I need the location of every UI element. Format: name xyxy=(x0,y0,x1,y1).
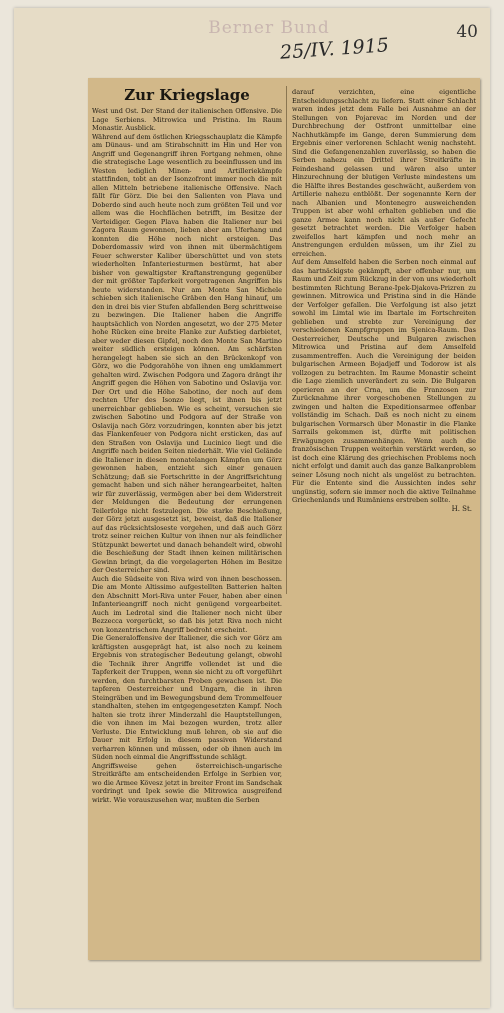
article-text-left: West und Ost. Der Stand der italienischen Offensive. Die Lage Serbiens. Mitrowica und Pristina. Im Raum Monastir. Ausblick. Während auf dem östlichen Kriegsschauplatz die Kämpfe am Dünaus- und am Stirabschnitt im Hin und Her von Angriff und Gegenangriff ihren Fortgang nehmen, ohne die strategische Lage wesentlich zu beeinflussen und im Westen lediglich Minen- und Artilleriekämpfe stattfinden, tobt an der Isonzofront immer noch die mit allen Mitteln betriebene italienische Offensive. Nach fällt für Görz. Die bei den Salienten von Plava und Doberdo sind auch heute noch zum größten Teil und vor allem was die Hochflächen betrifft, im Besitze der Verteidiger. Gegen Plava haben die Italiener nur bei Zagora Raum gewonnen, lieben aber am Uferhang und konnten die Höhe noch nicht ersteigen. Das Doberdomassiv wird von ihnen mit übermächtigem Feuer schwerster Kaliber überschüttet und von stets wiederholten Infanteriesturmen bestürmt, hat aber bisher von gewaltigster Kraftanstrengung gegenüber der mit größter Tapferkeit vorgetragenen Angriffen bis heute widerstanden. Nur am Monte San Michele schieben sich italienische Gräben den Hang hinauf, um den in drei bis vier Stufen abfallenden Berg schrittweise zu bezwingen. Die Italiener haben die Angriffe hauptsächlich von Norden angesetzt, wo der 275 Meter hohe Rücken eine breite Flanke zur Aufstieg darbietet, aber weder diesen Gipfel, noch den Monte San Martino weiter südlich ersteigen können. Am schärfsten herangelegt haben sie sich an den Brückenkopf von Görz, wo die Podgorahöhe von ihnen eng umklammert gehalten wird. Zwischen Podgora und Zagora drängt ihr Angriff gegen die Höhen von Sabotino und Oslavija vor. Der Ort und die Höhe Sabotino, der noch auf dem rechten Ufer des Isonzo liegt, ist ihnen bis jetzt unerreichbar geblieben. Wie es scheint, versuchen sie zwischen Sabotino und Podgora auf der Straße von Oslavija nach Görz vorzudringen, konnten aber bis jetzt das Flankenfeuer von Podgora nicht ersticken, das auf den Straßen von Oslavija und Lucinico liegt und die Angriffe nach beiden Seiten niederhält. Wie viel Gelände die Italiener in diesen monatelangen Kämpfen um Görz gewonnen haben, entzieht sich einer genauen Schätzung; daß sie Fortschritte in der Angriffsrichtung gemacht haben und sich näher herangearbeitet, halten wir für zuverlässig, vermögen aber bei dem Widerstreit der Meldungen die Bedeutung der errungenen Teilerfolge nicht festzulegen. Die starke Beschießung, der Görz jetzt ausgesetzt ist, beweist, daß die Italiener auf das rücksichtsloseste vorgehen, und daß auch Görz trotz seiner reichen Kultur von ihnen nur als feindlicher Stützpunkt bewertet und danach behandelt wird, obwohl die Beschießung der Stadt ihnen keinen militärischen Gewinn bringt, da die vorgelagerten Höhen im Besitze der Oesterreicher sind. Auch die Südseite von Riva wird von ihnen beschossen. Die am Monte Altissimo aufgestellten Batterien halten den Abschnitt Mori-Riva unter Feuer, haben aber einen Infanterieangriff noch nicht genügend vorgearbeitet. Auch im Ledrotal sind die Italiener noch nicht über Bezzecca vorgerückt, so daß bis jetzt Riva noch nicht von konzentrischem Angriff bedroht erscheint. Die Generaloffensive der Italiener, die sich vor Görz am kräftigsten ausgeprägt hat, ist also noch zu keinem Ergebnis von strategischer Bedeutung gelangt, obwohl die Technik ihrer Angriffe vollendet ist und die Tapferkeit der Truppen, wenn sie nicht zu oft vorgeführt werden, den furchtbarsten Proben gewachsen ist. Die tapferen Oesterreicher und Ungarn, die in ihren Steingräben und im Bewegungsbund dem Trommelfeuer standhalten, stehen im entgegengesetzten Kampf. Noch halten sie trotz ihrer Minderzahl die Hauptstellungen, die von ihnen im Mai bezogen wurden, trotz aller Verluste. Die Entwicklung muß lehren, ob sie auf die Dauer mit Erfolg in diesem passiven Widerstand verharren können und müssen, oder ob ihnen auch im Süden noch einmal die Angriffsstunde schlägt. Angriffsweise gehen österreichisch-ungarische Streitkräfte am entscheidenden Erfolge in Serbien vor, wo die Armee Kövesz jetzt in breiter Front im Sandschak vordringt und Ipek sowie die Mitrowica ausgreifend wirkt. Wie vorauszusehen war, mußten die Serben xyxy=(92,107,282,804)
article-column-left xyxy=(92,84,282,954)
column-divider xyxy=(286,86,287,594)
author-signature: H. St. xyxy=(451,504,472,513)
newspaper-clipping xyxy=(88,78,480,960)
newspaper-masthead: Berner Bund xyxy=(208,18,330,38)
article-text-right: darauf verzichten, eine eigentliche Entscheidungsschlacht zu liefern. Statt einer Schlacht waren indes jetzt dem Falle bei Ausnahme an der Stellungen von Pojarevac im Norden und der Durchbrechung der Ostfront unmittelbar eine Nachhutkämpfe im Gange, deren Summierung dem Ergebnis einer verlorenen Schlacht wenig nachsteht. Sind die Gefangenenzahlen zuverlässig, so haben die Serben nahezu ein Drittel ihrer Streitkräfte in Feindeshand gelassen und wären also unter Hinzurechnung der blutigen Verluste mindestens um die Hälfte ihres Bestandes geschwächt, außerdem von Artillerie nahezu entblößt. Der sogenannte Kern der nach Albanien und Montenegro ausweichenden Truppen ist aber wohl erhalten geblieben und die ganze Armee kann noch nicht als außer Gefecht gesetzt betrachtet werden. Die Verfolger haben zweifellos hart kämpfen und noch mehr an Anstrengungen erdulden müssen, um ihr Ziel zu erreichen. Auf dem Amselfeld haben die Serben noch einmal auf das hartnäckigste gekämpft, aber offenbar nur, um Raum und Zeit zum Rückzug in der von uns wiederholt bestimmten Richtung Berane-Ipek-Djakova-Prizren zu gewinnen. Mitrowica und Pristina sind in die Hände der Verfolger gefallen. Die Verfolgung ist also jetzt sowohl im Limtal wie im Ibartale im Fortschreiten geblieben und strebte zur Vereinigung der verschiedenen Kampfgruppen im Sjenica-Raum. Das Oesterreicher, Deutsche und Bulgaren zwischen Mitrowica und Pristina auf dem Amselfeld zusammentreffen. Auch die Vereinigung der beiden bulgarischen Armeen Bojadjeff und Todorow ist als vollzogen zu betrachten. Im Raume Monastir scheint die Lage ziemlich unverändert zu sein. Die Bulgaren operieren an der Crna, um die Franzosen zur Zurücknahme ihrer vorgeschobenen Stellungen zu zwingen und halten die Expeditionsarmee offenbar vollständig im Schach. Daß es noch nicht zu einem bulgarischen Vormarsch über Monastir in die Flanke Sarrails gekommen ist, dürfte mit politischen Erwägungen zusammenhängen. Wenn auch die französischen Truppen weiterhin verstärkt werden, so ist doch eine Klärung des griechischen Problems noch nicht erfolgt und damit auch das ganze Balkanproblem seiner Lösung noch nicht als ungelöst zu betrachten. Für die Entente sind die Aussichten indes sehr ungünstig, sofern sie immer noch die aktive Teilnahme Griechenlands und Rumäniens erstreben sollte. xyxy=(292,88,476,504)
handwritten-date: 25/IV. 1915 xyxy=(279,34,390,64)
album-page xyxy=(14,8,490,1008)
article-headline: Zur Kriegslage xyxy=(124,86,250,104)
page-number: 40 xyxy=(456,22,478,42)
article-column-right xyxy=(292,88,476,588)
